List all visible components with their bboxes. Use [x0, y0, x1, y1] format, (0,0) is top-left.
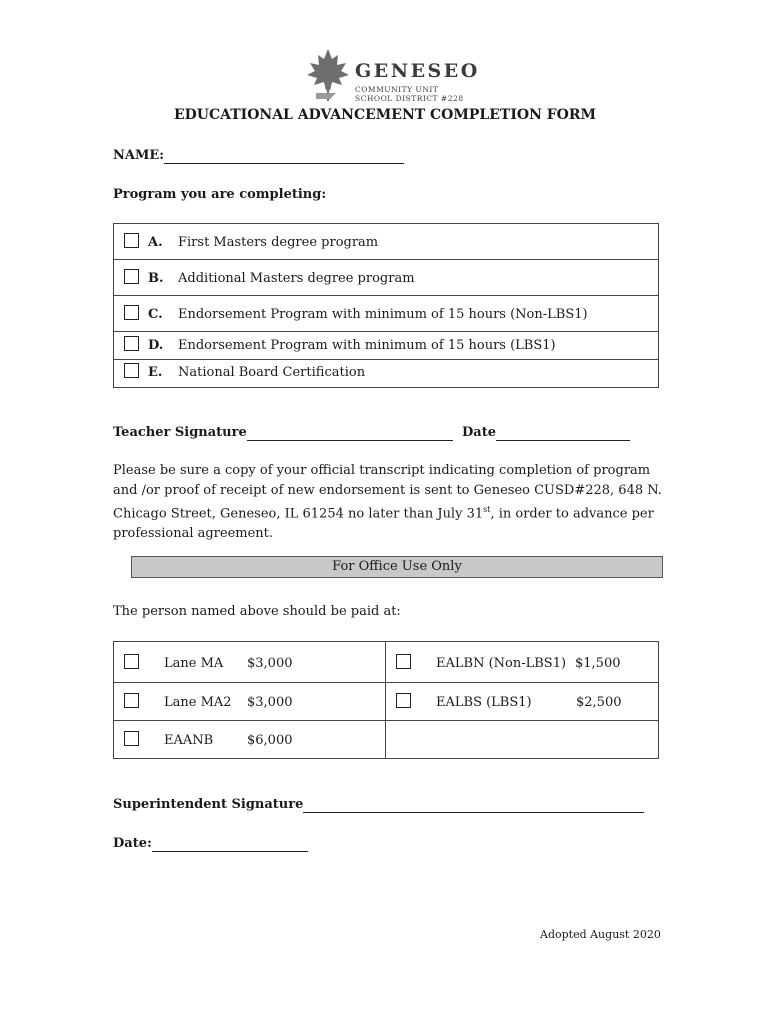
name-row: [113, 148, 404, 164]
paragraph-line: professional agreement.: [113, 525, 274, 541]
program-option-b[interactable]: [114, 260, 658, 296]
logo-subtitle-1: COMMUNITY UNIT: [355, 85, 439, 94]
superintendent-signature-row: [113, 797, 644, 813]
teacher-signature-row: [113, 425, 453, 441]
program-text: First Masters degree program: [178, 235, 379, 250]
office-use-banner: For Office Use Only: [131, 556, 663, 578]
pay-amount: $2,500: [576, 695, 622, 710]
paragraph-line: [113, 500, 673, 524]
teacher-signature-label: Teacher Signature: [113, 425, 247, 440]
checkbox-ealbn[interactable]: [396, 654, 411, 669]
program-letter: B.: [148, 271, 164, 286]
program-option-e[interactable]: [114, 360, 658, 387]
teacher-date-field[interactable]: [496, 425, 630, 441]
column-divider: [385, 642, 386, 758]
form-title: EDUCATIONAL ADVANCEMENT COMPLETION FORM: [173, 107, 597, 123]
pay-lane: EAANB: [164, 733, 214, 748]
checkbox-eaanb[interactable]: [124, 731, 139, 746]
program-text: National Board Certification: [178, 365, 366, 380]
superintendent-date-field[interactable]: [152, 836, 308, 852]
superintendent-signature-field[interactable]: [303, 797, 644, 813]
pay-amount: $3,000: [247, 656, 293, 671]
name-field[interactable]: [164, 148, 404, 164]
pay-lane: EALBN (Non-LBS1): [436, 656, 567, 671]
paragraph-line: and /or proof of receipt of new endorsement is sent to Geneseo CUSD#228, 648 N.: [113, 482, 662, 498]
paragraph-text: Chicago Street, Geneseo, IL 61254 no later than July 31: [113, 506, 484, 522]
logo-subtitle-2: SCHOOL DISTRICT #228: [355, 94, 464, 103]
paragraph-line: Please be sure a copy of your official transcript indicating completion of program: [113, 463, 651, 478]
program-text: Endorsement Program with minimum of 15 hours (LBS1): [178, 338, 556, 353]
instructions-paragraph: [113, 461, 673, 543]
maple-leaf-icon: [306, 47, 350, 103]
teacher-date-row: [462, 425, 630, 441]
teacher-signature-field[interactable]: [247, 425, 453, 441]
checkbox-e[interactable]: [124, 363, 139, 378]
row-divider: [114, 720, 658, 721]
checkbox-ealbs[interactable]: [396, 693, 411, 708]
program-option-c[interactable]: [114, 296, 658, 332]
date-label: Date: [462, 425, 496, 440]
program-text: Additional Masters degree program: [178, 271, 415, 286]
pay-lane: Lane MA: [164, 656, 224, 671]
checkbox-c[interactable]: [124, 305, 139, 320]
pay-options-table: [113, 641, 659, 759]
pay-lane: Lane MA2: [164, 695, 232, 710]
superscript: st: [483, 505, 491, 514]
superintendent-label: Superintendent Signature: [113, 797, 304, 812]
paid-label: The person named above should be paid at:: [113, 604, 401, 619]
pay-lane: EALBS (LBS1): [436, 695, 532, 710]
checkbox-lane-ma[interactable]: [124, 654, 139, 669]
program-label: Program you are completing:: [113, 187, 327, 202]
row-divider: [114, 682, 658, 683]
checkbox-lane-ma2[interactable]: [124, 693, 139, 708]
program-text: Endorsement Program with minimum of 15 hours (Non-LBS1): [178, 307, 588, 322]
pay-amount: $1,500: [575, 656, 621, 671]
logo-name: GENESEO: [355, 60, 480, 82]
pay-amount: $6,000: [247, 733, 293, 748]
superintendent-date-row: [113, 836, 308, 852]
program-letter: D.: [148, 338, 164, 353]
name-label: NAME:: [113, 148, 165, 163]
checkbox-b[interactable]: [124, 269, 139, 284]
program-letter: A.: [148, 235, 163, 250]
program-option-d[interactable]: [114, 332, 658, 360]
program-option-a[interactable]: [114, 224, 658, 260]
program-options: [113, 223, 659, 388]
date2-label: Date:: [113, 836, 152, 851]
paragraph-text: , in order to advance per: [490, 506, 654, 522]
adopted-date: Adopted August 2020: [540, 928, 661, 941]
pay-amount: $3,000: [247, 695, 293, 710]
checkbox-d[interactable]: [124, 336, 139, 351]
program-letter: E.: [148, 365, 163, 380]
program-letter: C.: [148, 307, 163, 322]
checkbox-a[interactable]: [124, 233, 139, 248]
